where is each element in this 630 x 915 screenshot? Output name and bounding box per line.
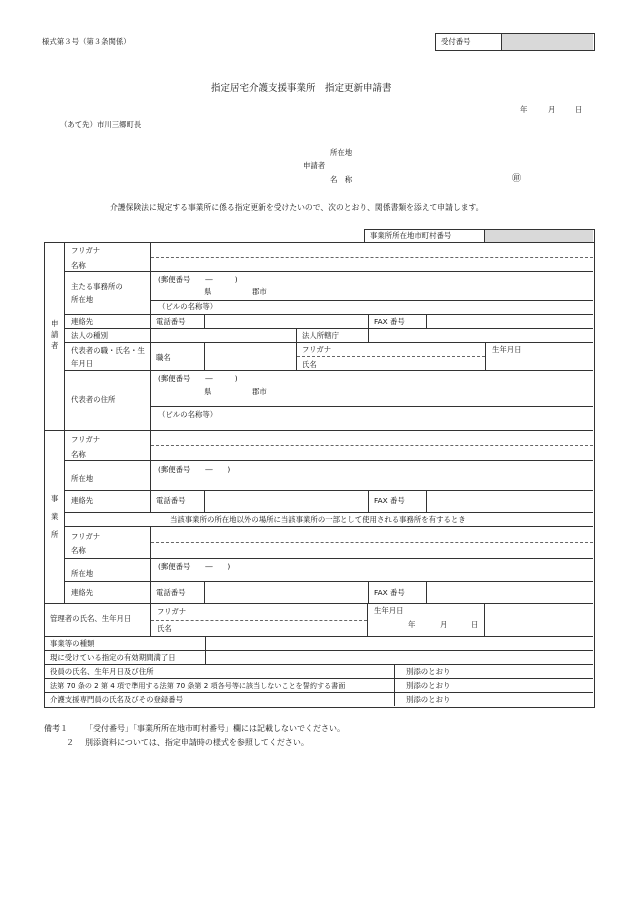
postal-code-label: (郵便番号 ― ): [158, 275, 238, 284]
row-line: [64, 370, 593, 371]
branch-name-label: 名称: [71, 546, 86, 555]
fax-label: FAX 番号: [374, 317, 405, 326]
rep-name-label: 氏名: [302, 360, 317, 369]
birth-date-label: 生年月日: [492, 345, 522, 354]
application-table: [44, 242, 595, 708]
rep-postal-label: (郵便番号 ― ): [158, 374, 238, 383]
col-line: [394, 664, 395, 706]
row-line: [44, 636, 593, 637]
note-1: 「受付番号」「事業所所在地市町村番号」欄には記載しないでください。: [85, 724, 345, 733]
pledge-separate: 別添のとおり: [406, 681, 451, 690]
col-line: [296, 328, 297, 342]
office-section-label-1: 事: [51, 494, 59, 503]
col-line: [484, 603, 485, 636]
receipt-number-label: 受付番号: [441, 37, 471, 46]
row-line: [64, 460, 593, 461]
row-line: [64, 512, 593, 513]
manager-label: 管理者の氏名、生年月日: [50, 614, 132, 623]
row-line: [64, 526, 593, 527]
care-manager-label: 介護支援専門員の氏名及びその登録番号: [50, 695, 184, 704]
corp-type-label: 法人の種別: [71, 331, 108, 340]
applicant-section-label-2: 請: [51, 330, 59, 339]
business-type-label: 事業等の種類: [50, 639, 95, 648]
col-line: [204, 342, 205, 370]
note-2-head: ２: [66, 738, 74, 747]
main-office-label-1: 主たる事務所の: [71, 282, 123, 291]
row-line: [44, 650, 593, 651]
office-name-label: 名称: [71, 450, 86, 459]
applicant-furigana-label: フリガナ: [71, 246, 101, 255]
office-col-line: [64, 430, 65, 603]
receipt-number-field[interactable]: [502, 34, 593, 50]
rep-prefecture-label: 県: [204, 387, 212, 396]
branch-address-label: 所在地: [71, 569, 94, 578]
contact-label: 連絡先: [71, 317, 94, 326]
corp-authority-label: 法人所轄庁: [302, 331, 339, 340]
office-phone-label: 電話番号: [156, 496, 186, 505]
col-line: [485, 342, 486, 370]
page-title: 指定居宅介護支援事業所 指定更新申請書: [211, 83, 392, 94]
col-line: [204, 314, 205, 328]
office-furigana-label: フリガナ: [71, 435, 101, 444]
representative-label-2: 年月日: [71, 359, 94, 368]
date-day: 日: [575, 105, 583, 114]
municipality-code-field[interactable]: [485, 230, 593, 242]
section-line: [44, 430, 593, 431]
col-line: [368, 314, 369, 328]
address-label: 所在地: [330, 148, 353, 157]
office-postal-label: (郵便番号 ― ): [158, 465, 231, 474]
col-line: [368, 581, 369, 603]
main-office-label-2: 所在地: [71, 295, 94, 304]
section-line: [44, 603, 593, 604]
row-line: [44, 664, 593, 665]
office-section-label-2: 業: [51, 512, 59, 521]
branch-phone-label: 電話番号: [156, 588, 186, 597]
rep-furigana-label: フリガナ: [302, 345, 332, 354]
branch-office-note: 当該事業所の所在地以外の場所に当該事業所の一部として使用される事務所を有するとき: [170, 515, 466, 524]
prefecture-label: 県: [204, 287, 212, 296]
col-line: [426, 581, 427, 603]
building-name-label: （ビルの名称等）: [158, 302, 218, 311]
city-label: 郡市: [252, 287, 267, 296]
application-statement: 介護保険法に規定する事業所に係る指定更新を受けたいので、次のとおり、関係書類を添えて申請します。: [110, 203, 484, 212]
office-label-col-line-2: [150, 526, 151, 603]
seal-mark: ㊞: [512, 174, 522, 184]
col-line: [426, 490, 427, 512]
applicant-name-label: 名 称: [330, 175, 353, 184]
manager-furigana-label: フリガナ: [157, 607, 187, 616]
municipality-code-label: 事業所所在地市町村番号: [370, 231, 452, 240]
manager-name-label: 氏名: [157, 624, 172, 633]
row-line: [64, 342, 593, 343]
manager-furigana-separator: [151, 620, 367, 621]
note-2: 別添資料については、指定申請時の様式を参照してください。: [85, 738, 309, 747]
row-line: [44, 692, 593, 693]
applicant-section-label-1: 申: [51, 319, 59, 328]
branch-postal-label: (郵便番号 ― ): [158, 562, 231, 571]
col-line: [204, 581, 205, 603]
furigana-separator: [151, 257, 593, 258]
col-line: [426, 314, 427, 328]
row-line: [64, 490, 593, 491]
office-address-label: 所在地: [71, 474, 94, 483]
rep-furigana-separator: [297, 356, 485, 357]
col-line: [204, 490, 205, 512]
branch-contact-label: 連絡先: [71, 588, 94, 597]
col-line: [367, 603, 368, 636]
row-line: [64, 328, 593, 329]
rep-city-label: 郡市: [252, 387, 267, 396]
rep-address-label: 代表者の住所: [71, 395, 116, 404]
representative-label-1: 代表者の職・氏名・生: [71, 346, 145, 355]
manager-birth-year: 年: [408, 620, 416, 629]
date-year: 年: [520, 105, 528, 114]
applicant-name-row-label: 名称: [71, 261, 86, 270]
branch-fax-label: FAX 番号: [374, 588, 405, 597]
manager-birth-day: 日: [471, 620, 479, 629]
date-month: 月: [548, 105, 556, 114]
manager-birth-month: 月: [440, 620, 448, 629]
row-line: [150, 300, 593, 301]
branch-furigana-label: フリガナ: [71, 532, 101, 541]
applicant-section-label-3: 者: [51, 341, 59, 350]
col-line: [368, 328, 369, 342]
branch-furigana-separator: [151, 542, 593, 543]
note-1-head: 備考１: [44, 724, 68, 733]
pledge-label: 法第 70 条の 2 第 4 項で準用する法第 70 条第 2 項各号等に該当しないことを誓約する書面: [50, 681, 346, 690]
row-line: [64, 558, 593, 559]
office-fax-label: FAX 番号: [374, 496, 405, 505]
manager-birth-label: 生年月日: [374, 606, 404, 615]
office-contact-label: 連絡先: [71, 496, 94, 505]
row-line: [44, 678, 593, 679]
row-line: [64, 581, 593, 582]
row-line: [64, 314, 593, 315]
row-line: [64, 271, 593, 272]
col-line: [368, 490, 369, 512]
office-section-label-3: 所: [51, 530, 59, 539]
form-number: 様式第３号（第３条関係）: [42, 37, 131, 46]
position-label: 職名: [156, 353, 171, 362]
office-label-col-line: [150, 430, 151, 512]
addressee: （あて先）市川三郷町長: [60, 120, 142, 129]
expiry-date-label: 現に受けている指定の有効期間満了日: [50, 653, 176, 662]
officers-separate: 別添のとおり: [406, 667, 451, 676]
phone-label: 電話番号: [156, 317, 186, 326]
office-furigana-separator: [151, 445, 593, 446]
row-line: [150, 406, 593, 407]
applicant-label: 申請者: [303, 161, 326, 170]
rep-building-label: （ビルの名称等）: [158, 410, 218, 419]
care-manager-separate: 別添のとおり: [406, 695, 451, 704]
officers-label: 役員の氏名、生年月日及び住所: [50, 667, 154, 676]
